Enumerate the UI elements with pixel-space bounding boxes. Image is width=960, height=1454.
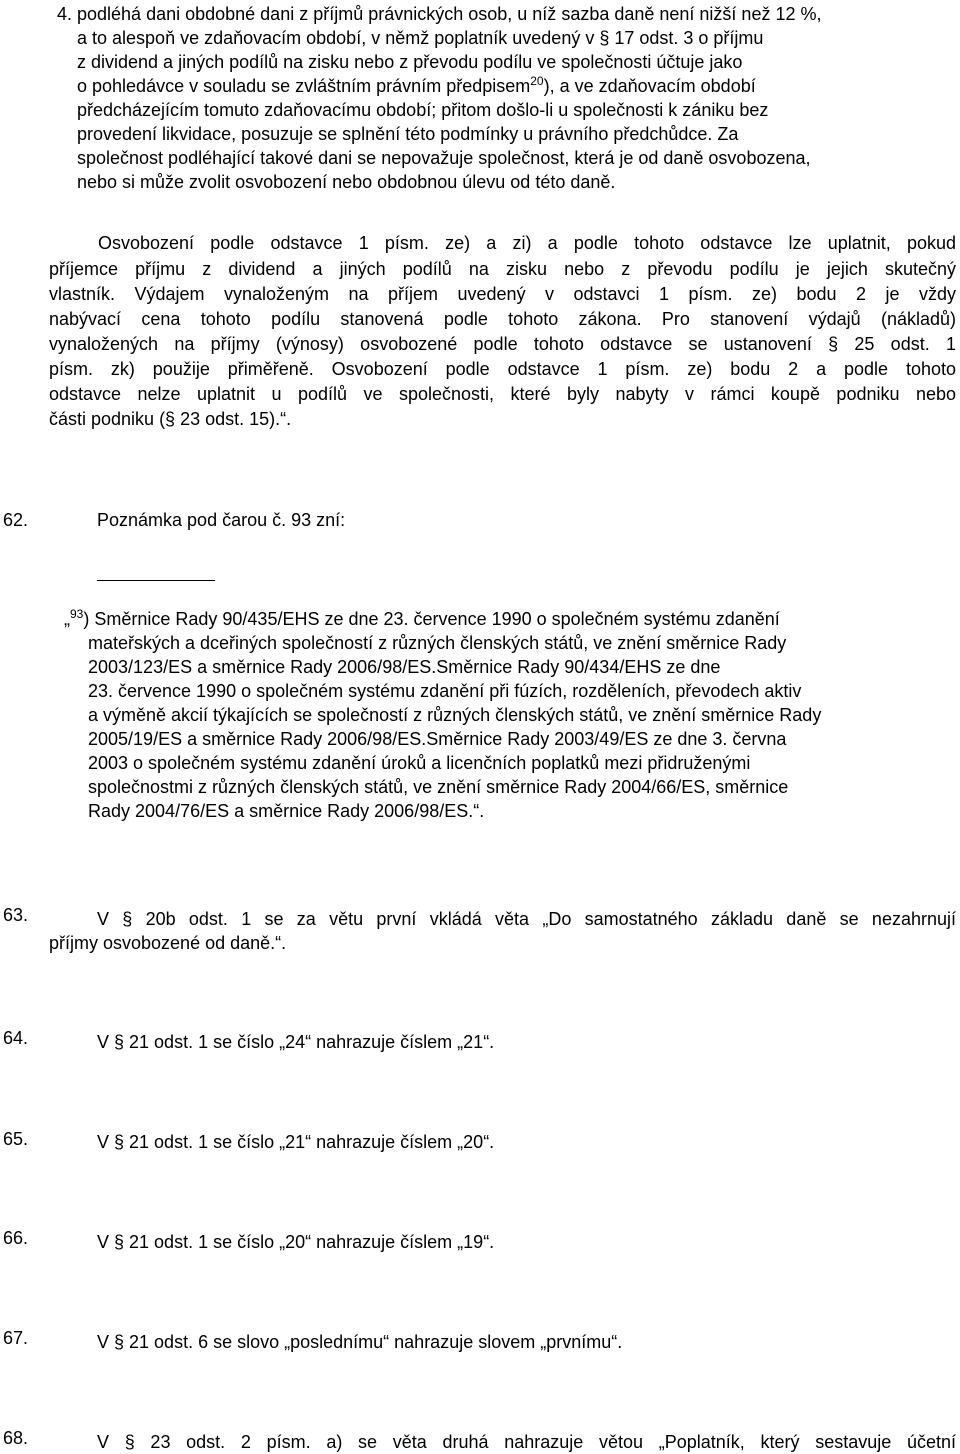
- item-63-line-1: V § 20b odst. 1 se za větu první vkládá věta „Do samostatného základu daně se nezahrnují: [97, 909, 956, 929]
- item-4-line-8: nebo si může zvolit osvobození nebo obdobnou úlevu od této daně.: [77, 172, 616, 192]
- osvobozeni-line-4: nabývací cena tohoto podílu stanovená podle tohoto zákona. Pro stanovení výdajů (nákladů): [49, 309, 956, 329]
- footnote-93-marker: 93: [70, 607, 84, 621]
- footnote-93-line-8: společnostmi z různých členských států, ve znění směrnice Rady 2004/66/ES, směrnice: [88, 777, 789, 797]
- footnote-ref-20: 20: [530, 74, 544, 88]
- item-4-line-7: společnost podléhající takové dani se nepovažuje společnost, která je od daně osvobozena,: [77, 148, 811, 168]
- item-68-number: 68.: [3, 1428, 29, 1448]
- osvobozeni-line-8: části podniku (§ 23 odst. 15).“.: [49, 409, 292, 429]
- footnote-separator: [97, 580, 215, 581]
- footnote-93-line-1: ) Směrnice Rady 90/435/EHS ze dne 23. července 1990 o společném systému zdanění: [83, 609, 780, 629]
- item-4-line-3: z dividend a jiných podílů na zisku nebo z převodu podílu ve společnosti účtuje jako: [77, 52, 743, 72]
- item-66-number: 66.: [3, 1228, 29, 1248]
- footnote-93-line-4: 23. července 1990 o společném systému zdanění při fúzích, rozděleních, převodech aktiv: [88, 681, 802, 701]
- item-4-line-1: podléhá dani obdobné dani z příjmů právnických osob, u níž sazba daně není nižší než 12 %,: [77, 4, 822, 24]
- item-62-text: Poznámka pod čarou č. 93 zní:: [97, 510, 346, 530]
- item-67-text: V § 21 odst. 6 se slovo „poslednímu“ nahrazuje slovem „prvnímu“.: [97, 1332, 623, 1352]
- item-63-line-2: příjmy osvobozené od daně.“.: [49, 933, 287, 953]
- item-4-line-4-tail: ), a ve zdaňovacím období: [543, 76, 756, 96]
- item-66-text: V § 21 odst. 1 se číslo „20“ nahrazuje číslem „19“.: [97, 1232, 495, 1252]
- item-65-text: V § 21 odst. 1 se číslo „21“ nahrazuje číslem „20“.: [97, 1132, 495, 1152]
- item-4-line-5: předcházejícím tomuto zdaňovacímu období; přitom došlo-li u společnosti k zániku bez: [77, 100, 769, 120]
- item-65-number: 65.: [3, 1129, 29, 1149]
- footnote-93-line-7: 2003 o společném systému zdanění úroků a licenčních poplatků mezi přidruženými: [88, 753, 751, 773]
- footnote-93-line-3: 2003/123/ES a směrnice Rady 2006/98/ES.Směrnice Rady 90/434/EHS ze dne: [88, 657, 721, 677]
- footnote-93-line-9: Rady 2004/76/ES a směrnice Rady 2006/98/ES.“.: [88, 801, 485, 821]
- footnote-93-line-5: a výměně akcií týkajících se společností z různých členských států, ve znění směrnice Rady: [88, 705, 822, 725]
- item-4-line-4: [77, 75, 756, 97]
- osvobozeni-line-7: odstavce nelze uplatnit u podílů ve společnosti, které byly nabyty v rámci koupě podniku nebo: [49, 384, 956, 404]
- osvobozeni-line-5: vynaložených na příjmy (výnosy) osvobozené podle tohoto odstavce se ustanovení § 25 odst. 1: [49, 334, 956, 354]
- item-64-number: 64.: [3, 1028, 29, 1048]
- item-4-marker: 4.: [57, 4, 73, 24]
- item-68-text: V § 23 odst. 2 písm. a) se věta druhá nahrazuje větou „Poplatník, který sestavuje účetní: [97, 1432, 956, 1452]
- item-62-number: 62.: [3, 510, 29, 530]
- footnote-93-line-2: mateřských a dceřiných společností z různých členských států, ve znění směrnice Rady: [88, 633, 787, 653]
- osvobozeni-line-3: vlastník. Výdajem vynaloženým na příjem uvedený v odstavci 1 písm. ze) bodu 2 je vždy: [49, 284, 956, 304]
- item-4-line-6: provedení likvidace, posuzuje se splnění této podmínky u právního předchůdce. Za: [77, 124, 739, 144]
- item-67-number: 67.: [3, 1328, 29, 1348]
- footnote-open-quote: „: [64, 609, 70, 629]
- footnote-93-first-line: [64, 608, 780, 630]
- osvobozeni-line-1: Osvobození podle odstavce 1 písm. ze) a zi) a podle tohoto odstavce lze uplatnit, pokud: [98, 233, 956, 253]
- osvobozeni-line-6: písm. zk) použije přiměřeně. Osvobození podle odstavce 1 písm. ze) bodu 2 a podle tohoto: [49, 359, 956, 379]
- osvobozeni-line-2: příjemce příjmu z dividend a jiných podílů na zisku nebo z převodu podílu je jejich skutečný: [49, 259, 956, 279]
- item-63-number: 63.: [3, 905, 29, 925]
- item-4-line-2: a to alespoň ve zdaňovacím období, v němž poplatník uvedený v § 17 odst. 3 o příjmu: [77, 28, 764, 48]
- footnote-93-line-6: 2005/19/ES a směrnice Rady 2006/98/ES.Směrnice Rady 2003/49/ES ze dne 3. června: [88, 729, 787, 749]
- item-64-text: V § 21 odst. 1 se číslo „24“ nahrazuje číslem „21“.: [97, 1032, 495, 1052]
- item-4-line-4-text: o pohledávce v souladu se zvláštním právním předpisem: [77, 76, 531, 96]
